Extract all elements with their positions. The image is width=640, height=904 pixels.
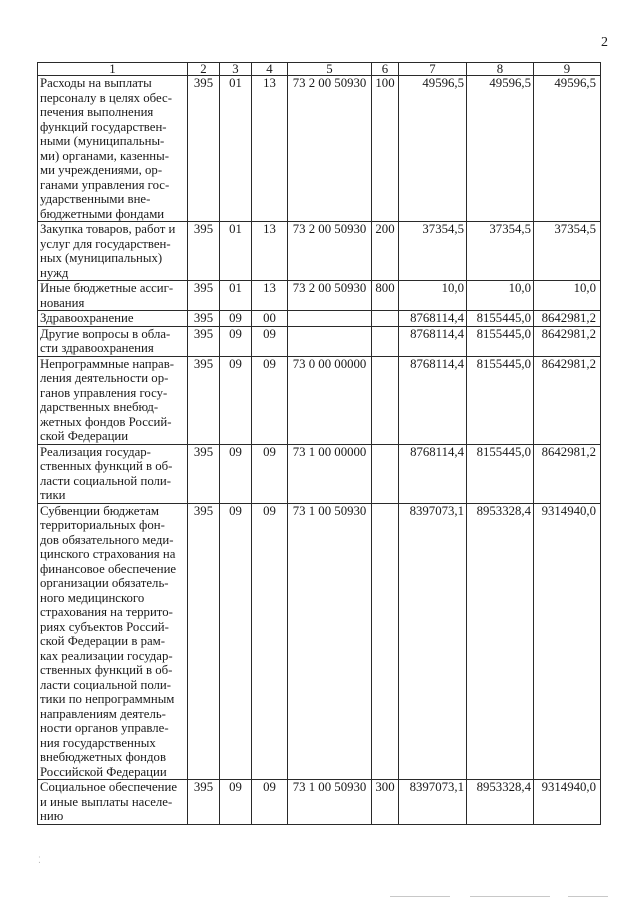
section-code: 09 bbox=[220, 444, 252, 503]
amount-year-3: 37354,5 bbox=[534, 222, 601, 281]
section-code: 09 bbox=[220, 780, 252, 825]
subsection-code: 09 bbox=[252, 780, 288, 825]
amount-year-2: 8155445,0 bbox=[467, 356, 534, 444]
amount-year-1: 8397073,1 bbox=[399, 780, 467, 825]
column-header: 3 bbox=[220, 63, 252, 76]
ministry-code: 395 bbox=[188, 76, 220, 222]
ministry-code: 395 bbox=[188, 780, 220, 825]
expense-name: Реализация государ- ственных функций в об- ласти социальной поли- тики bbox=[38, 444, 188, 503]
scan-edge-line bbox=[568, 896, 608, 897]
target-article-code: 73 1 00 50930 bbox=[288, 780, 372, 825]
table-row bbox=[38, 311, 601, 327]
expense-name: Закупка товаров, работ и услуг для государствен- ных (муниципальных) нужд bbox=[38, 222, 188, 281]
section-code: 01 bbox=[220, 222, 252, 281]
expense-type-code bbox=[372, 503, 399, 780]
expense-type-code: 300 bbox=[372, 780, 399, 825]
amount-year-3: 49596,5 bbox=[534, 76, 601, 222]
amount-year-2: 8155445,0 bbox=[467, 311, 534, 327]
section-code: 01 bbox=[220, 281, 252, 311]
target-article-code: 73 2 00 50930 bbox=[288, 222, 372, 281]
amount-year-2: 37354,5 bbox=[467, 222, 534, 281]
column-header: 6 bbox=[372, 63, 399, 76]
expense-name: Здравоохранение bbox=[38, 311, 188, 327]
section-code: 09 bbox=[220, 503, 252, 780]
amount-year-2: 49596,5 bbox=[467, 76, 534, 222]
amount-year-3: 9314940,0 bbox=[534, 503, 601, 780]
target-article-code: 73 2 00 50930 bbox=[288, 281, 372, 311]
table-row bbox=[38, 76, 601, 222]
amount-year-3: 8642981,2 bbox=[534, 311, 601, 327]
subsection-code: 00 bbox=[252, 311, 288, 327]
amount-year-1: 37354,5 bbox=[399, 222, 467, 281]
table-row bbox=[38, 503, 601, 780]
section-code: 01 bbox=[220, 76, 252, 222]
column-header: 1 bbox=[38, 63, 188, 76]
ministry-code: 395 bbox=[188, 222, 220, 281]
scan-edge-line bbox=[390, 896, 450, 897]
ministry-code: 395 bbox=[188, 326, 220, 356]
expense-type-code: 800 bbox=[372, 281, 399, 311]
subsection-code: 13 bbox=[252, 222, 288, 281]
table-row bbox=[38, 356, 601, 444]
amount-year-1: 8397073,1 bbox=[399, 503, 467, 780]
amount-year-1: 49596,5 bbox=[399, 76, 467, 222]
amount-year-3: 8642981,2 bbox=[534, 356, 601, 444]
amount-year-3: 8642981,2 bbox=[534, 444, 601, 503]
table-row bbox=[38, 444, 601, 503]
expense-name: Непрограммные направ- ления деятельности ор- ганов управления госу- дарственных внебюд- жетных фондов Россий- ской Федерации bbox=[38, 356, 188, 444]
target-article-code: 73 1 00 00000 bbox=[288, 444, 372, 503]
expense-name: Иные бюджетные ассиг- нования bbox=[38, 281, 188, 311]
expense-name: Социальное обеспечение и иные выплаты населе- нию bbox=[38, 780, 188, 825]
expense-name: Расходы на выплаты персоналу в целях обес- печения выполнения функций государствен- ными (муниципальны- ми) органами, казенны- ми учреждениями, ор- ганами управления гос- ударственными вне- бюджетными фондами bbox=[38, 76, 188, 222]
page-number: 2 bbox=[601, 35, 608, 50]
target-article-code: 73 2 00 50930 bbox=[288, 76, 372, 222]
section-code: 09 bbox=[220, 311, 252, 327]
expense-name: Другие вопросы в обла- сти здравоохранения bbox=[38, 326, 188, 356]
expense-type-code bbox=[372, 311, 399, 327]
amount-year-2: 8155445,0 bbox=[467, 444, 534, 503]
table-row bbox=[38, 281, 601, 311]
ministry-code: 395 bbox=[188, 503, 220, 780]
ministry-code: 395 bbox=[188, 281, 220, 311]
amount-year-2: 8953328,4 bbox=[467, 503, 534, 780]
amount-year-1: 8768114,4 bbox=[399, 356, 467, 444]
subsection-code: 09 bbox=[252, 326, 288, 356]
table-header-row bbox=[38, 63, 601, 76]
scan-edge-line bbox=[470, 896, 550, 897]
target-article-code bbox=[288, 326, 372, 356]
column-header: 4 bbox=[252, 63, 288, 76]
ministry-code: 395 bbox=[188, 311, 220, 327]
expense-type-code: 200 bbox=[372, 222, 399, 281]
amount-year-1: 8768114,4 bbox=[399, 444, 467, 503]
margin-scan-mark: ⁚ bbox=[38, 855, 41, 865]
section-code: 09 bbox=[220, 356, 252, 444]
expense-type-code bbox=[372, 326, 399, 356]
expense-name: Субвенции бюджетам территориальных фон- дов обязательного меди- цинского страхования на финансовое обеспечение организации обязатель- ного медицинского страхования на террито- риях субъектов Россий- ской Федерации в рам- ках реализации государ- ственных функций в об- ласти социальной поли- тики по непрограммным направлениям деятель- ности органов управле- ния государственных внебюджетных фондов Российской Федерации bbox=[38, 503, 188, 780]
expense-type-code bbox=[372, 356, 399, 444]
table-row bbox=[38, 780, 601, 825]
subsection-code: 09 bbox=[252, 503, 288, 780]
amount-year-2: 8953328,4 bbox=[467, 780, 534, 825]
column-header: 5 bbox=[288, 63, 372, 76]
amount-year-3: 10,0 bbox=[534, 281, 601, 311]
amount-year-3: 8642981,2 bbox=[534, 326, 601, 356]
subsection-code: 09 bbox=[252, 444, 288, 503]
target-article-code bbox=[288, 311, 372, 327]
target-article-code: 73 0 00 00000 bbox=[288, 356, 372, 444]
budget-table bbox=[37, 62, 601, 825]
column-header: 8 bbox=[467, 63, 534, 76]
column-header: 2 bbox=[188, 63, 220, 76]
table-row bbox=[38, 326, 601, 356]
column-header: 9 bbox=[534, 63, 601, 76]
expense-type-code: 100 bbox=[372, 76, 399, 222]
subsection-code: 09 bbox=[252, 356, 288, 444]
subsection-code: 13 bbox=[252, 76, 288, 222]
table-row bbox=[38, 222, 601, 281]
target-article-code: 73 1 00 50930 bbox=[288, 503, 372, 780]
ministry-code: 395 bbox=[188, 444, 220, 503]
amount-year-1: 8768114,4 bbox=[399, 311, 467, 327]
amount-year-1: 10,0 bbox=[399, 281, 467, 311]
section-code: 09 bbox=[220, 326, 252, 356]
ministry-code: 395 bbox=[188, 356, 220, 444]
subsection-code: 13 bbox=[252, 281, 288, 311]
expense-type-code bbox=[372, 444, 399, 503]
amount-year-2: 8155445,0 bbox=[467, 326, 534, 356]
amount-year-3: 9314940,0 bbox=[534, 780, 601, 825]
amount-year-1: 8768114,4 bbox=[399, 326, 467, 356]
amount-year-2: 10,0 bbox=[467, 281, 534, 311]
column-header: 7 bbox=[399, 63, 467, 76]
